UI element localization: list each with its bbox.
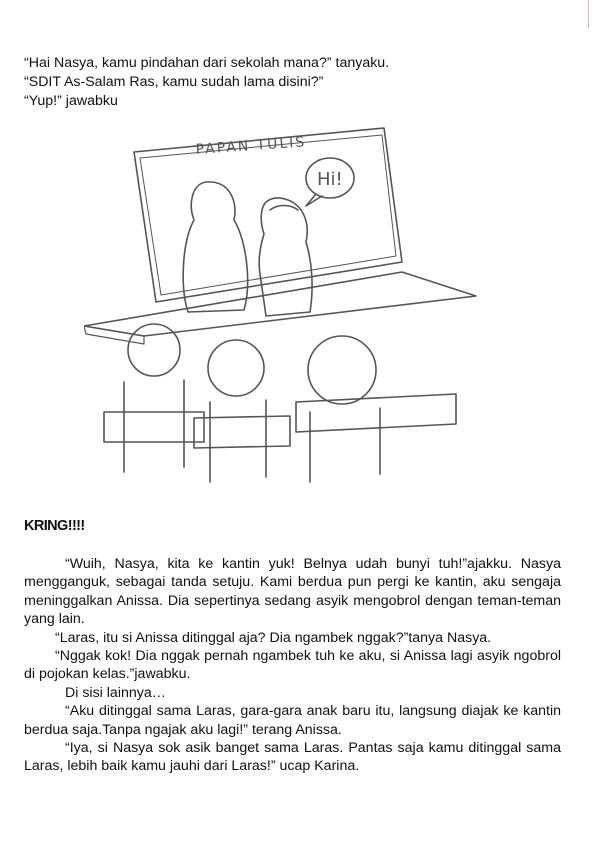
story-paragraph: “Wuih, Nasya, kita ke kantin yuk! Belnya udah bunyi tuh!”ajakku. Nasya mengganguk, sebagai tanda setuju. Kami berdua pun pergi ke kantin, aku sengaja meninggalkan Anissa. Dia sepertinya sedang asyik mengobrol dengan teman-teman yang lain. <box>24 556 561 628</box>
bell-heading: KRING!!!! <box>24 518 85 534</box>
dialogue-line: “Yup!” jawabku <box>24 93 118 109</box>
story-paragraph: “Laras, itu si Anissa ditinggal aja? Dia ngambek nggak?”tanya Nasya. <box>55 629 492 646</box>
classroom-sketch <box>84 112 492 499</box>
board-label: PAPAN TULIS <box>195 134 307 158</box>
student-head <box>208 340 264 396</box>
student-desk <box>296 394 456 432</box>
opening-dialogue <box>24 54 564 111</box>
girl-figure <box>259 198 312 316</box>
student-desk <box>104 412 204 442</box>
student-desk <box>194 416 290 448</box>
dialogue-line: “Hai Nasya, kamu pindahan dari sekolah mana?” tanyaku. <box>24 55 390 71</box>
story-text <box>24 555 561 776</box>
student-head <box>308 336 376 404</box>
story-paragraph: “Nggak kok! Dia nggak pernah ngambek tuh ke aku, si Anissa lagi asyik ngobrol di pojokan kelas.”jawabku. <box>24 648 561 683</box>
page-edge-line <box>588 0 589 28</box>
student-head <box>128 324 180 376</box>
story-paragraph: “Aku ditinggal sama Laras, gara-gara anak baru itu, langsung diajak ke kantin berdua saja.Tanpa ngajak aku lagi!” terang Anissa. <box>24 703 561 738</box>
whiteboard <box>134 128 402 302</box>
speech-bubble-text: Hi! <box>317 169 343 190</box>
dialogue-line: “SDIT As-Salam Ras, kamu sudah lama disini?” <box>24 74 324 90</box>
story-paragraph: Di sisi lainnya… <box>65 684 166 701</box>
story-paragraph: “Iya, si Nasya sok asik banget sama Laras. Pantas saja kamu ditinggal sama Laras, lebih baik kamu jauhi dari Laras!” ucap Karina. <box>24 740 561 775</box>
